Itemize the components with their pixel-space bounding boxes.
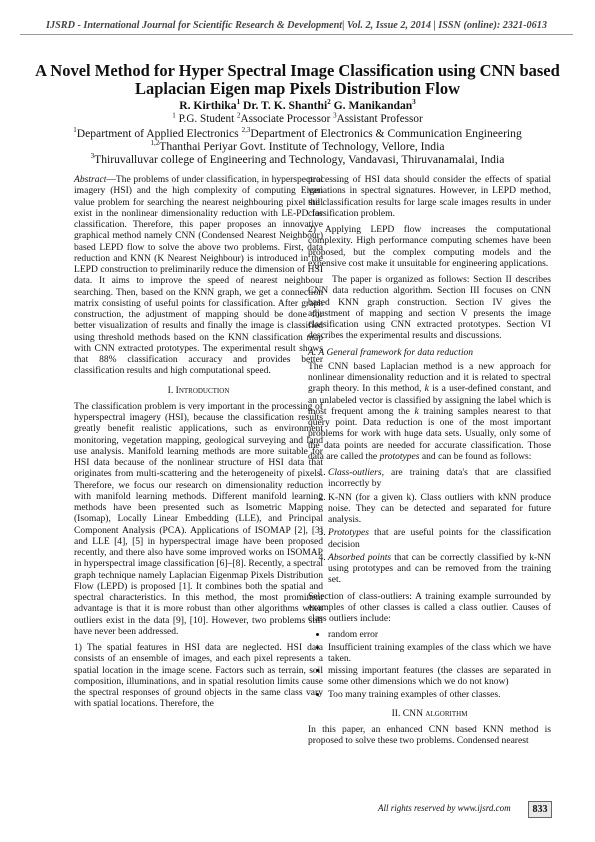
page-number: 833 (528, 801, 552, 818)
affiliation-4: Thiruvalluvar college of Engineering and Technology, Vandavasi, Thiruvanamalai, India (94, 153, 505, 166)
framework-text-3: training samples nearest to that query point. Data reduction is one of the most important problems for work with huge data sets. Usually, only some of the data points are needed for accurate classification. Those data are called the (308, 405, 551, 462)
affiliation-line-2 (20, 140, 575, 153)
class-outlier-paragraph: Selection of class-outliers: A training example surrounded by examples of other classes is called a class outlier. Causes of class outliers include: (308, 590, 551, 624)
right-paragraph-1: processing of HSI data should consider the effects of spatial variations in spectral signatures. However, in LEPD method, the classification results for large scale images results in under classification problem. (308, 174, 551, 219)
k-variable-2: k (414, 405, 419, 417)
list-term: Prototypes (328, 527, 370, 539)
list-item (328, 527, 551, 550)
organization-paragraph: The paper is organized as follows: Section II describes CNN data reduction algorithm. Section III focuses on CNN based KNN graph construction. Section IV gives the adjustment of mapping and section V presents the image classification using CNN extracted prototypes. Section VI describes the experimental results and discussions. (308, 274, 551, 342)
section-2-number: II. (391, 707, 403, 719)
author-2: Dr. T. K. Shanthi (243, 99, 328, 112)
abstract-text: —The problems of under classification, in hyperspectral imagery (HSI) and the high complexity of computing Eigen value problem for searching the nearest neighbouring pixel still exist in the nonlinear dimensionality reduction with LE-PD for classification. Therefore, this paper proposes an innovative graphical method namely CNN (Condensed Nearest Neighbour) based LEPD flow to solve the above two problems. First, data reduction and KNN (K Nearest Neighbour) is introduced in the LEPD construction to preliminarily reduce the dimension of HSI data. It aims to improve the speed of nearest neighbour searching. Then, based on the KNN graph, we get a connection matrix consisting of useful points for classification. After graph construction, the adjustment of mapping should be done for better visualization of results and finally the image is classified using threshold methods based on the KNN classification map with CNN extracted prototypes. The experimental result shows that 88% classification accuracy and provides better classification results and high computational speed. (74, 174, 323, 377)
bullet-item: • Too many training examples of other classes. (328, 689, 551, 700)
affiliation-2-mark: 2,3 (241, 126, 251, 135)
author-list (30, 99, 565, 112)
framework-text-4: and can be found as follows: (419, 450, 532, 462)
section-1-number: I. (167, 384, 176, 396)
framework-text-2: is a user-defined constant, and an unlabeled vector is classified by assigning the label which is most frequent among the (308, 383, 551, 417)
data-types-list (308, 467, 551, 586)
framework-paragraph (308, 361, 551, 462)
bullet-item: • Insufficient training examples of the class which we have taken. (328, 642, 551, 665)
left-column (74, 174, 323, 715)
affiliation-3: Thanthai Periyar Govt. Institute of Technology, Vellore, India (159, 140, 445, 153)
affiliation-4-mark: 3 (90, 152, 95, 161)
section-2-heading (308, 708, 551, 719)
designation-1-mark: 1 (172, 111, 176, 120)
author-1-mark: 1 (236, 98, 241, 107)
intro-paragraph-1: The classification problem is very important in the processing of hyperspectral imagery (HSI), because the classification results greatly benefit realistic applications, such as environment monitoring, vegetation mapping, geological surveying and land use analysis. Manifold learning methods are more suitable for HSI data because of the nonlinear structure of HSI data that originates from multi-scattering and the heterogeneity of pixels. Therefore, we focus our research on dimensionality reduction with manifold learning methods. Different manifold learning methods have been presented such as Isometric Mapping (Isomap), Locally Linear Embedding (LLE), and Principal Component Analysis (PCA). Applications of ISOMAP [2], [3] and LLE [4], [5] in hyperspectral image have been proposed recently, and there also have some improved works on ISOMAP in hyperspectral image classification [6]–[8]. Recently, a spectral graph technique namely Laplacian Eigenmap Pixels Distribution Flow (LEPD) is proposed [1]. It combines both the spatial and spectral characteristics. In this method, the most prominent advantage is that it is more robust than other algorithms when outliers exist in the data [9], [10]. However, two problems still have never been addressed. (74, 400, 323, 637)
list-term: Absorbed points (328, 551, 392, 563)
affiliation-1-mark: 1 (73, 126, 77, 135)
right-column (308, 174, 551, 752)
list-item (328, 492, 551, 526)
list-text: , are training data's that are classified incorrectly by (328, 467, 551, 490)
author-3: G. Manikandan (333, 99, 413, 112)
affiliation-line-3 (20, 153, 575, 166)
paper-title: A Novel Method for Hyper Spectral Image Classification using CNN based Laplacian Eigen map Pixels Distribution Flow (35, 61, 560, 98)
list-text: K-NN (for a given k). Class outliers with kNN produce noise. They can be detected and separated for future analysis. (328, 491, 551, 525)
k-variable-1: k (424, 383, 429, 395)
author-2-mark: 2 (327, 98, 331, 107)
affiliation-1: Department of Applied Electronics (76, 127, 242, 140)
designation-2: Associate Processor (240, 113, 334, 125)
list-text: that are useful points for the classification decision (328, 527, 551, 550)
designation-2-mark: 2 (237, 111, 241, 120)
affiliation-3-mark: 1,2 (150, 139, 160, 148)
section-1-heading (74, 385, 323, 396)
list-item (328, 467, 551, 490)
designation-3: Assistant Professor (336, 113, 423, 125)
bullet-item: • random error (328, 629, 551, 640)
designation-1: P.G. Student (175, 113, 238, 125)
affiliation-line-1 (20, 127, 575, 140)
section-1-title: Introduction (175, 384, 230, 396)
designation-3-mark: 3 (333, 111, 337, 120)
right-paragraph-2: 2) Applying LEPD flow increases the computational complexity. High performance computing schemes have been proposed, but the complex computing models and the expensive cost make it unsuitable for engineering applications. (308, 224, 551, 269)
abstract-label: Abstract (74, 174, 107, 185)
bullet-item: • missing important features (the classes are separated in some other dimensions which we do not know) (328, 665, 551, 688)
journal-header: IJSRD - International Journal for Scientific Research & Development| Vol. 2, Issue 2, 2014 | ISSN (online): 2321-0613 (20, 20, 573, 35)
affiliation-2: Department of Electronics & Communication Engineering (250, 127, 522, 140)
intro-paragraph-2: 1) The spatial features in HSI data are neglected. HSI data consists of an ensemble of images, and each pixel represents a spatial location in the image scene. Factors such as terrain, soil composition, illuminations, and in spatial resolution limits cause the spectral responses of ground objects in the same class vary with spatial locations. Therefore, the (74, 642, 323, 710)
subsection-a-heading: A. A General framework for data reduction (308, 346, 474, 358)
cnn-paragraph: In this paper, an enhanced CNN based KNN method is proposed to solve these two problems. Condensed nearest (308, 724, 551, 747)
list-item (328, 552, 551, 586)
outlier-causes-list (308, 629, 551, 700)
abstract (74, 174, 323, 377)
list-text: that can be correctly classified by k-NN using prototypes and can be removed from the training set. (328, 551, 551, 586)
section-2-title: CNN algorithm (402, 707, 468, 719)
author-designations (30, 113, 565, 125)
footer-rights: All rights reserved by www.ijsrd.com (378, 803, 511, 813)
framework-text-1: The CNN based Laplacian method is a new approach for nonlinear dimensionality reduction and it is related to spectral graph theory. In this method, (308, 360, 551, 395)
author-1: R. Kirthika (179, 99, 237, 112)
author-3-mark: 3 (412, 98, 416, 107)
prototypes-term: prototypes (379, 450, 420, 462)
list-term: Class-outliers (328, 467, 382, 478)
